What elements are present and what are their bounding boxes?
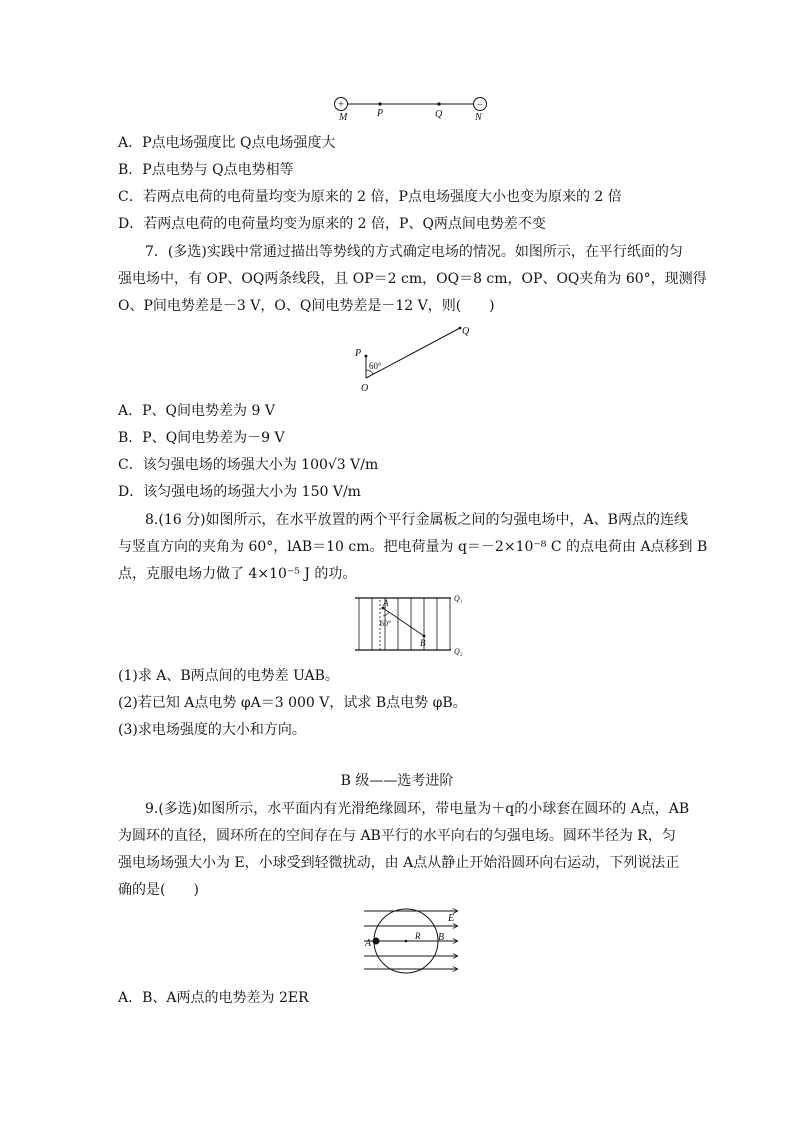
q7-stem-line-2: 强电场中，有 OP、OQ两条线段，且 OP＝2 cm，OQ＝8 cm，OP、OQ夹角为 60°，现测得 bbox=[118, 271, 707, 287]
q7-option-d: D．该匀强电场的场强大小为 150 V/m bbox=[118, 484, 361, 500]
q6-option-b: B．P点电势与 Q点电势相等 bbox=[118, 162, 294, 178]
label-R: R bbox=[415, 931, 421, 941]
q8-stem-line-1: 8.(16 分)如图所示，在水平放置的两个平行金属板之间的匀强电场中，A、B两点的连线 bbox=[145, 512, 688, 528]
q9-stem-line-3: 强电场场强大小为 E，小球受到轻微扰动，由 A点从静止开始沿圆环向右运动，下列说法正 bbox=[118, 855, 680, 871]
label-Q1: Q₁ bbox=[454, 594, 463, 603]
q6-option-c: C．若两点电荷的电荷量均变为原来的 2 倍，P点电场强度大小也变为原来的 2 倍 bbox=[118, 189, 622, 205]
q7-option-a: A．P、Q间电势差为 9 V bbox=[118, 403, 275, 419]
parallel-plates-figure bbox=[355, 594, 480, 656]
label-Q2: Q₂ bbox=[454, 647, 463, 656]
ring-field-figure bbox=[364, 908, 464, 970]
q8-sub-2: (2)若已知 A点电势 φA＝3 000 V，试求 B点电势 φB。 bbox=[118, 695, 467, 711]
label-Q: Q bbox=[435, 109, 443, 120]
minus-sign: − bbox=[477, 99, 483, 111]
label-B: B bbox=[420, 638, 426, 648]
q6-option-d: D．若两点电荷的电荷量均变为原来的 2 倍，P、Q两点间电势差不变 bbox=[118, 216, 546, 232]
q8-sub-1: (1)求 A、B两点间的电势差 UAB。 bbox=[118, 668, 339, 684]
q7-stem-line-3: O、P间电势差是－3 V，O、Q间电势差是－12 V，则( ) bbox=[118, 298, 495, 314]
q7-option-b: B．P、Q间电势差为－9 V bbox=[118, 430, 285, 446]
section-heading: B 级——选考进阶 bbox=[340, 773, 454, 789]
label-A: A bbox=[365, 938, 372, 949]
label-Q: Q bbox=[462, 326, 470, 337]
q7-option-c: C．该匀强电场的场强大小为 100√3 V/m bbox=[118, 457, 379, 473]
q9-stem-line-2: 为圆环的直径，圆环所在的空间存在与 AB平行的水平向右的匀强电场。圆环半径为 R，匀 bbox=[118, 828, 676, 844]
q8-sub-3: (3)求电场强度的大小和方向。 bbox=[118, 722, 306, 738]
angle-label: 60° bbox=[369, 361, 382, 371]
plus-sign: + bbox=[338, 99, 344, 111]
label-B: B bbox=[438, 932, 445, 943]
q8-stem-line-2: 与竖直方向的夹角为 60°，lAB＝10 cm。把电荷量为 q＝－2×10⁻⁸ C 的点电荷由 A点移到 B bbox=[118, 539, 708, 555]
charges-line-figure bbox=[333, 96, 493, 122]
q9-stem-line-4: 确的是( ) bbox=[118, 882, 199, 898]
q9-stem-line-1: 9.(多选)如图所示，水平面内有光滑绝缘圆环，带电量为＋q的小球套在圆环的 A点，AB bbox=[145, 801, 690, 817]
q8-stem-line-3: 点，克服电场力做了 4×10⁻⁵ J 的功。 bbox=[118, 566, 357, 582]
label-P: P bbox=[355, 348, 362, 359]
q7-stem-line-1: 7．(多选)实践中常通过描出等势线的方式确定电场的情况。如图所示，在平行纸面的匀 bbox=[145, 244, 683, 260]
label-N: N bbox=[475, 112, 482, 123]
label-O: O bbox=[361, 383, 369, 394]
q9-option-a: A．B、A两点的电势差为 2ER bbox=[118, 990, 309, 1006]
label-A: A bbox=[383, 598, 389, 608]
label-P: P bbox=[377, 108, 384, 119]
label-M: M bbox=[339, 112, 348, 123]
q6-option-a: A．P点电场强度比 Q点电场强度大 bbox=[118, 135, 336, 151]
angle-label: 60° bbox=[380, 619, 392, 628]
opq-figure bbox=[352, 322, 482, 392]
label-E: E bbox=[448, 913, 455, 924]
